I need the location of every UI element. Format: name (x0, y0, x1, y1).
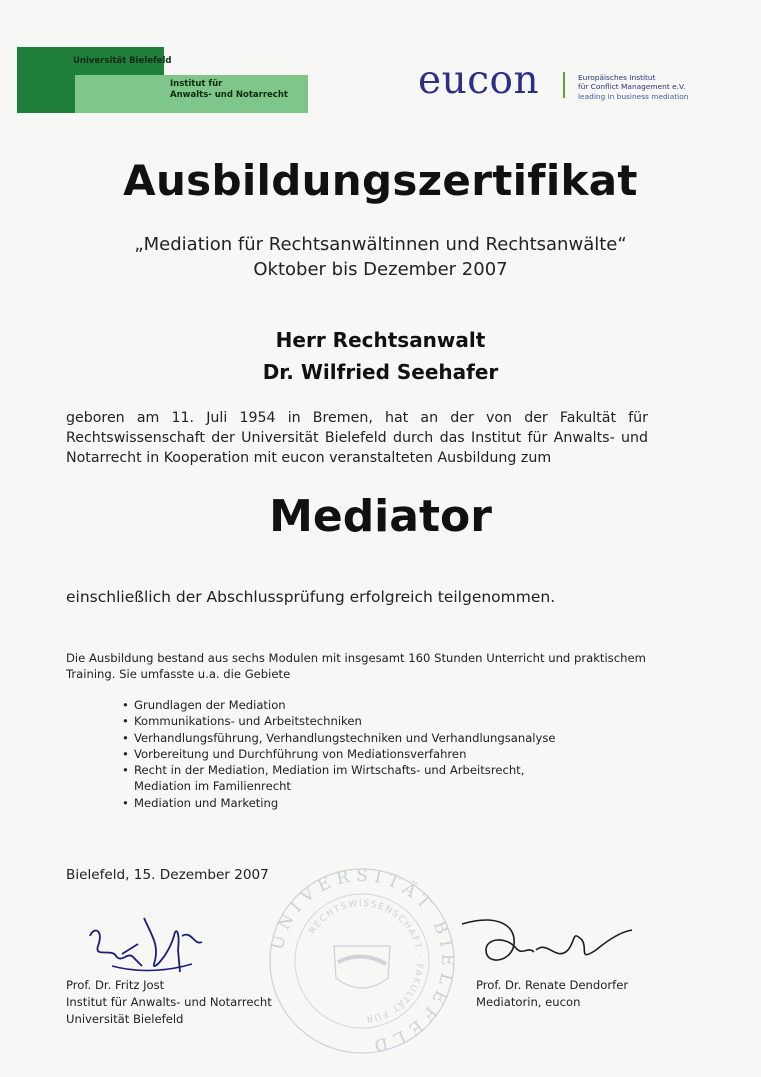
degree-title: Mediator (269, 491, 492, 542)
university-name: Universität Bielefeld (73, 56, 172, 66)
place-and-date: Bielefeld, 15. Dezember 2007 (66, 867, 269, 883)
signatory-left-university: Universität Bielefeld (66, 1012, 184, 1026)
list-item: • Mediation und Marketing (122, 795, 556, 811)
list-item-continuation: Mediation im Familienrecht (134, 779, 291, 794)
seal-outer-text-path: UNIVERSITÄT BIELEFELD (267, 866, 458, 1056)
signatory-left (66, 977, 272, 1028)
signature-dendorfer (456, 910, 636, 980)
eucon-tagline: leading in business mediation (578, 91, 689, 101)
seal-inner-text-path: RECHTSWISSENSCHAFT · FAKULTÄT FÜR (307, 898, 425, 1024)
seal-inner-text (308, 899, 424, 1023)
signatory-right-name: Prof. Dr. Renate Dendorfer (476, 978, 629, 992)
signature-jost (82, 906, 212, 986)
certificate-title: Ausbildungszertifikat (123, 156, 638, 205)
eucon-separator (563, 72, 565, 98)
holder-salutation: Herr Rechtsanwalt (275, 328, 486, 352)
institute-name (170, 79, 305, 101)
certificate-body (66, 408, 648, 468)
holder-name: Dr. Wilfried Seehafer (262, 360, 499, 384)
list-item: • Vorbereitung und Durchführung von Mediationsverfahren (122, 746, 556, 762)
modules-intro (66, 650, 651, 682)
signatory-left-name: Prof. Dr. Fritz Jost (66, 978, 165, 992)
signatory-left-institute: Institut für Anwalts- und Notarrecht (66, 995, 272, 1009)
module-list (122, 697, 556, 811)
modules-intro-line1: Die Ausbildung bestand aus sechs Modulen mit insgesamt 160 Stunden Unterricht und praktischem (66, 651, 646, 665)
eucon-line2: für Conflict Management e.V. (578, 82, 686, 92)
university-logo-block (17, 47, 75, 113)
list-item: • Kommunikations- und Arbeitstechniken (122, 713, 556, 729)
eucon-subtitle (578, 73, 718, 101)
body-line-3: Notarrecht in Kooperation mit eucon veranstalteten Ausbildung zum (66, 450, 552, 466)
holder-block (0, 324, 761, 388)
university-seal (262, 866, 462, 1056)
signatory-right (476, 977, 628, 1011)
list-item: • Verhandlungsführung, Verhandlungstechniken und Verhandlungsanalyse (122, 730, 556, 746)
course-info (0, 232, 761, 282)
institute-name-line2: Anwalts- und Notarrecht (170, 90, 288, 100)
list-item: • Recht in der Mediation, Mediation im Wirtschafts- und Arbeitsrecht, (122, 762, 556, 778)
body-line-1: geboren am 11. Juli 1954 in Bremen, hat an der von der Fakultät für (66, 410, 648, 426)
eucon-wordmark: eucon (418, 58, 540, 103)
completion-statement: einschließlich der Abschlussprüfung erfolgreich teilgenommen. (66, 588, 556, 606)
eucon-line1: Europäisches Institut (578, 73, 656, 82)
body-line-2: Rechtswissenschaft der Universität Bielefeld durch das Institut für Anwalts- und (66, 430, 648, 446)
course-period: Oktober bis Dezember 2007 (253, 259, 508, 280)
modules-intro-line2: Training. Sie umfasste u.a. die Gebiete (66, 667, 291, 681)
course-name: „Mediation für Rechtsanwältinnen und Rechtsanwälte“ (134, 234, 627, 255)
list-item: • Grundlagen der Mediation (122, 697, 556, 713)
institute-name-line1: Institut für (170, 79, 223, 89)
signatory-right-role: Mediatorin, eucon (476, 995, 581, 1009)
